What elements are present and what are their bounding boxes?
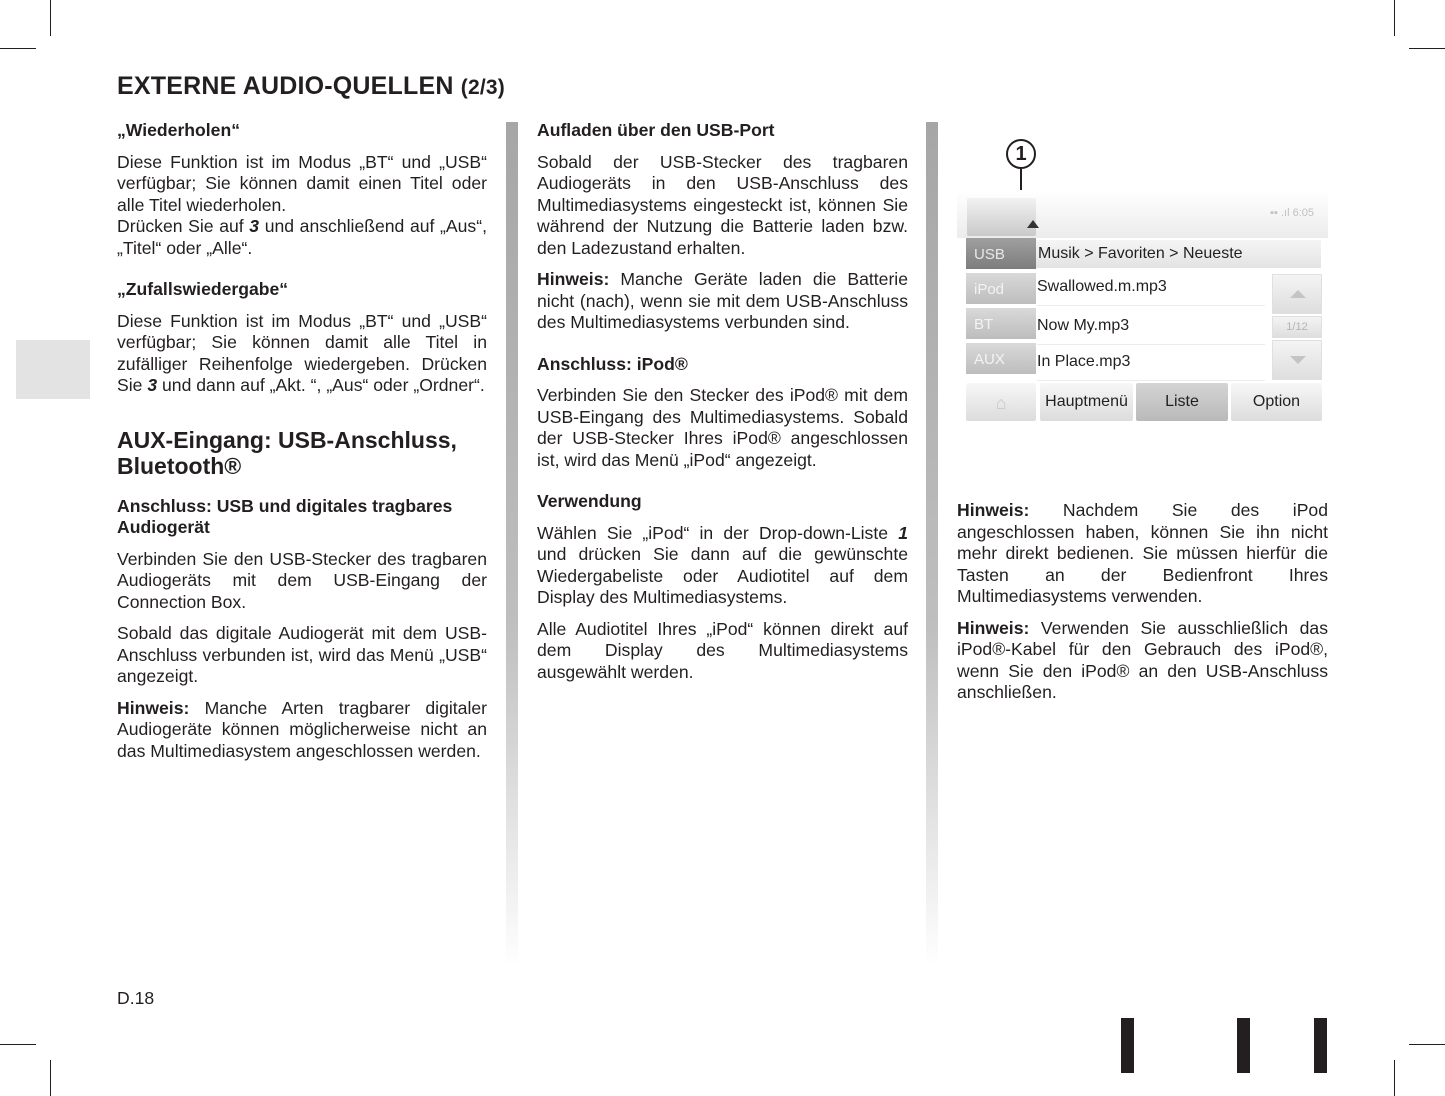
page-number: D.18 — [117, 988, 155, 1008]
track-item[interactable]: In Place.mp3 — [1037, 345, 1265, 381]
track-item[interactable]: Swallowed.m.mp3 — [1037, 270, 1265, 306]
connect-heading: Anschluss: USB und digitales tragbares Audiogerät — [117, 495, 453, 537]
use-heading: Verwendung — [537, 491, 642, 511]
charge-heading: Aufladen über den USB-Port — [537, 120, 775, 140]
source-usb[interactable]: USB — [966, 238, 1036, 271]
page-title — [117, 72, 505, 101]
connect-text: Verbinden Sie den USB-Stecker des tragbaren Audiogeräts mit dem USB-Eingang der Connection Box. — [117, 548, 487, 612]
ipod-note: Hinweis: Nachdem Sie des iPod angeschlossen haben, können Sie ihn nicht mehr direkt bedienen. Sie müssen hierfür die Tasten an der Bedienfront Ihres Multimediasystems verwenden. — [957, 500, 1328, 606]
column-divider — [926, 122, 938, 967]
section-heading: AUX-Eingang: USB-Anschluss, Bluetooth® — [117, 426, 457, 479]
ipod-text: Verbinden Sie den Stecker des iPod® mit dem USB-Eingang des Multimediasystems. Sobald der USB-Stecker Ihres iPod® angeschlossen ist, wird das Menü „iPod“ angezeigt. — [537, 385, 908, 470]
triangle-up-icon — [1027, 220, 1039, 228]
scroll-up-button[interactable] — [1272, 274, 1322, 314]
tab-option[interactable]: Option — [1231, 383, 1322, 421]
print-mark — [1314, 1018, 1327, 1073]
menu-text: Sobald das digitale Audiogerät mit dem USB-Anschluss verbunden ist, wird das Menü „USB“ angezeigt. — [117, 623, 487, 686]
note-text: Hinweis: Manche Arten tragbarer digitaler Audiogeräte können möglicherweise nicht an das Multimediasystem angeschlossen werden. — [117, 697, 487, 761]
status-time: ▪▪ .ıl 6:05 — [1270, 207, 1314, 219]
shuffle-heading: „Zufallswiedergabe“ — [117, 279, 289, 299]
title-text: EXTERNE AUDIO-QUELLEN — [117, 72, 454, 100]
use-text: Wählen Sie „iPod“ in der Drop-down-Liste 1 und drücken Sie dann auf die gewünschte Wiedergabeliste oder Audiotitel auf dem Display des Multimediasystems. — [537, 522, 908, 607]
home-button[interactable] — [966, 383, 1036, 421]
crop-mark — [1409, 1044, 1445, 1045]
crop-mark — [0, 1044, 36, 1045]
print-mark — [1237, 1018, 1250, 1073]
all-text: Alle Audiotitel Ihres „iPod“ können direkt auf dem Display des Multimediasystems ausgewählt werden. — [537, 618, 908, 682]
source-ipod[interactable]: iPod — [966, 273, 1036, 306]
crop-mark — [50, 1060, 51, 1096]
ipod-heading: Anschluss: iPod® — [537, 353, 688, 374]
title-part: (2/3) — [460, 76, 505, 99]
cable-note: Hinweis: Verwenden Sie ausschließlich das iPod®-Kabel für den Gebrauch des iPod®, wenn Sie den iPod® an den USB-Anschluss anschließen. — [957, 617, 1328, 702]
crop-mark — [1394, 0, 1395, 36]
column-middle — [537, 120, 908, 693]
source-aux[interactable]: AUX — [966, 343, 1036, 376]
home-icon: ⌂ — [995, 393, 1007, 413]
tab-hauptmenu[interactable]: Hauptmenü — [1040, 383, 1133, 421]
charge-text: Sobald der USB-Stecker des tragbaren Audiogeräts in den USB-Anschluss des Multimediasystems eingesteckt ist, können Sie während der Nutzung die Batterie laden bzw. den Ladezustand erhalten. — [537, 151, 908, 258]
shuffle-text: Diese Funktion ist im Modus „BT“ und „USB“ verfügbar; Sie können damit alle Titel in zufälliger Reihenfolge wiedergeben. Drücken Sie 3 und dann auf „Akt. “, „Aus“ oder „Ordner“. — [117, 310, 487, 395]
repeat-instruction: Drücken Sie auf 3 und anschließend auf „Aus“, „Titel“ oder „Alle“. — [117, 216, 487, 258]
multimedia-screen — [957, 190, 1328, 430]
screen-header — [957, 190, 1328, 238]
column-divider — [506, 122, 518, 967]
scroll-position: 1/12 — [1272, 316, 1322, 338]
tab-liste[interactable]: Liste — [1136, 383, 1228, 421]
breadcrumb: Musik > Favoriten > Neueste — [1036, 240, 1321, 268]
source-dropdown[interactable] — [967, 198, 1036, 236]
crop-mark — [1394, 1060, 1395, 1096]
arrow-up-icon — [1290, 290, 1306, 298]
column-right — [957, 500, 1328, 714]
charge-note: Hinweis: Manche Geräte laden die Batterie nicht (nach), wenn sie mit dem USB-Anschluss des Multimediasystems verbunden sind. — [537, 269, 908, 332]
crop-mark — [50, 0, 51, 36]
crop-mark — [1409, 48, 1445, 49]
column-left — [117, 120, 487, 772]
section-tab — [16, 340, 90, 399]
source-bt[interactable]: BT — [966, 308, 1036, 341]
callout-number: 1 — [1006, 139, 1036, 169]
repeat-text: Diese Funktion ist im Modus „BT“ und „USB“ verfügbar; Sie können damit einen Titel oder alle Titel wiederholen. — [117, 151, 487, 215]
repeat-heading: „Wiederholen“ — [117, 120, 241, 140]
track-item[interactable]: Now My.mp3 — [1037, 309, 1265, 345]
crop-mark — [0, 48, 36, 49]
scroll-down-button[interactable] — [1272, 340, 1322, 380]
arrow-down-icon — [1290, 356, 1306, 364]
print-mark — [1121, 1018, 1134, 1073]
